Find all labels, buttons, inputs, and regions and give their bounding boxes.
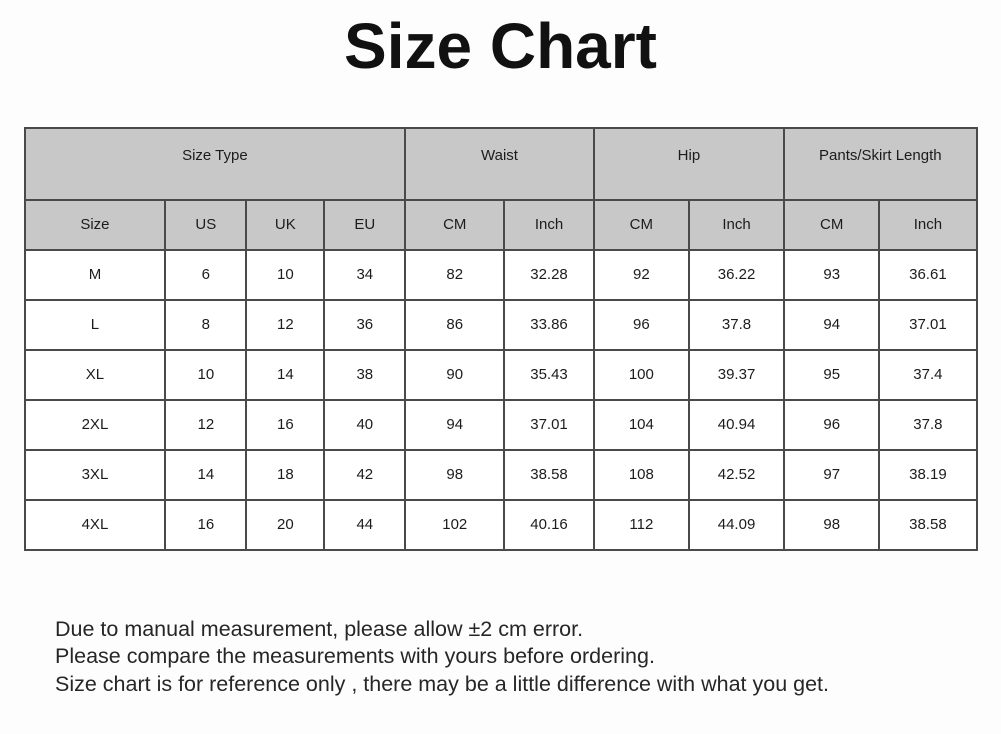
table-cell: 8 [165,300,246,350]
table-cell: 37.01 [504,400,593,450]
group-header-row [25,128,977,200]
table-row [25,350,977,400]
table-cell: 18 [246,450,324,500]
table-cell: 94 [405,400,504,450]
table-cell: 95 [784,350,879,400]
size-cell: 3XL [25,450,166,500]
table-cell: 35.43 [504,350,593,400]
table-cell: 93 [784,250,879,300]
table-cell: 108 [594,450,689,500]
table-row [25,300,977,350]
table-cell: 40 [324,400,405,450]
table-cell: 112 [594,500,689,550]
table-row [25,400,977,450]
table-cell: 40.94 [689,400,784,450]
table-cell: 97 [784,450,879,500]
column-header-cell: Inch [504,200,593,250]
group-header-cell: Waist [405,128,593,200]
table-cell: 36.61 [879,250,976,300]
column-header-cell: Inch [879,200,976,250]
table-row [25,250,977,300]
table-cell: 40.16 [504,500,593,550]
column-header-cell: CM [594,200,689,250]
column-header-cell: EU [324,200,405,250]
note-line-2: Please compare the measurements with yours before ordering. [55,644,655,669]
table-cell: 104 [594,400,689,450]
group-header-cell: Hip [594,128,784,200]
table-cell: 36.22 [689,250,784,300]
table-cell: 37.8 [689,300,784,350]
note-line-1: Due to manual measurement, please allow ±2 cm error. [55,616,584,641]
table-cell: 10 [246,250,324,300]
group-header-cell: Pants/Skirt Length [784,128,976,200]
table-cell: 42.52 [689,450,784,500]
table-row [25,500,977,550]
table-cell: 38.58 [879,500,976,550]
table-cell: 98 [405,450,504,500]
table-cell: 100 [594,350,689,400]
table-cell: 98 [784,500,879,550]
table-cell: 92 [594,250,689,300]
table-cell: 86 [405,300,504,350]
column-header-cell: CM [784,200,879,250]
table-cell: 94 [784,300,879,350]
table-cell: 10 [165,350,246,400]
table-cell: 20 [246,500,324,550]
table-cell: 38 [324,350,405,400]
column-header-row [25,200,977,250]
table-cell: 37.8 [879,400,976,450]
note-line-3: Size chart is for reference only , there may be a little difference with what you get. [55,671,829,696]
table-cell: 39.37 [689,350,784,400]
table-row [25,450,977,500]
table-cell: 34 [324,250,405,300]
table-cell: 12 [246,300,324,350]
table-cell: 38.58 [504,450,593,500]
table-cell: 12 [165,400,246,450]
column-header-cell: Inch [689,200,784,250]
table-cell: 38.19 [879,450,976,500]
table-head [25,128,977,250]
table-cell: 37.4 [879,350,976,400]
column-header-cell: UK [246,200,324,250]
table-body [25,250,977,550]
table-cell: 14 [246,350,324,400]
size-cell: L [25,300,166,350]
table-cell: 16 [246,400,324,450]
table-cell: 37.01 [879,300,976,350]
table-cell: 16 [165,500,246,550]
page-title: Size Chart [344,10,657,82]
table-cell: 42 [324,450,405,500]
table-cell: 6 [165,250,246,300]
size-cell: 2XL [25,400,166,450]
size-cell: XL [25,350,166,400]
size-chart-table [24,127,978,551]
column-header-cell: US [165,200,246,250]
size-cell: M [25,250,166,300]
group-header-cell: Size Type [25,128,406,200]
table-cell: 33.86 [504,300,593,350]
table-cell: 90 [405,350,504,400]
column-header-cell: CM [405,200,504,250]
table-cell: 36 [324,300,405,350]
table-cell: 14 [165,450,246,500]
table-cell: 96 [594,300,689,350]
disclaimer-notes [55,616,1001,699]
size-chart-page [0,10,1001,734]
table-cell: 44.09 [689,500,784,550]
size-cell: 4XL [25,500,166,550]
table-cell: 102 [405,500,504,550]
column-header-cell: Size [25,200,166,250]
table-cell: 44 [324,500,405,550]
table-cell: 82 [405,250,504,300]
table-cell: 96 [784,400,879,450]
table-cell: 32.28 [504,250,593,300]
